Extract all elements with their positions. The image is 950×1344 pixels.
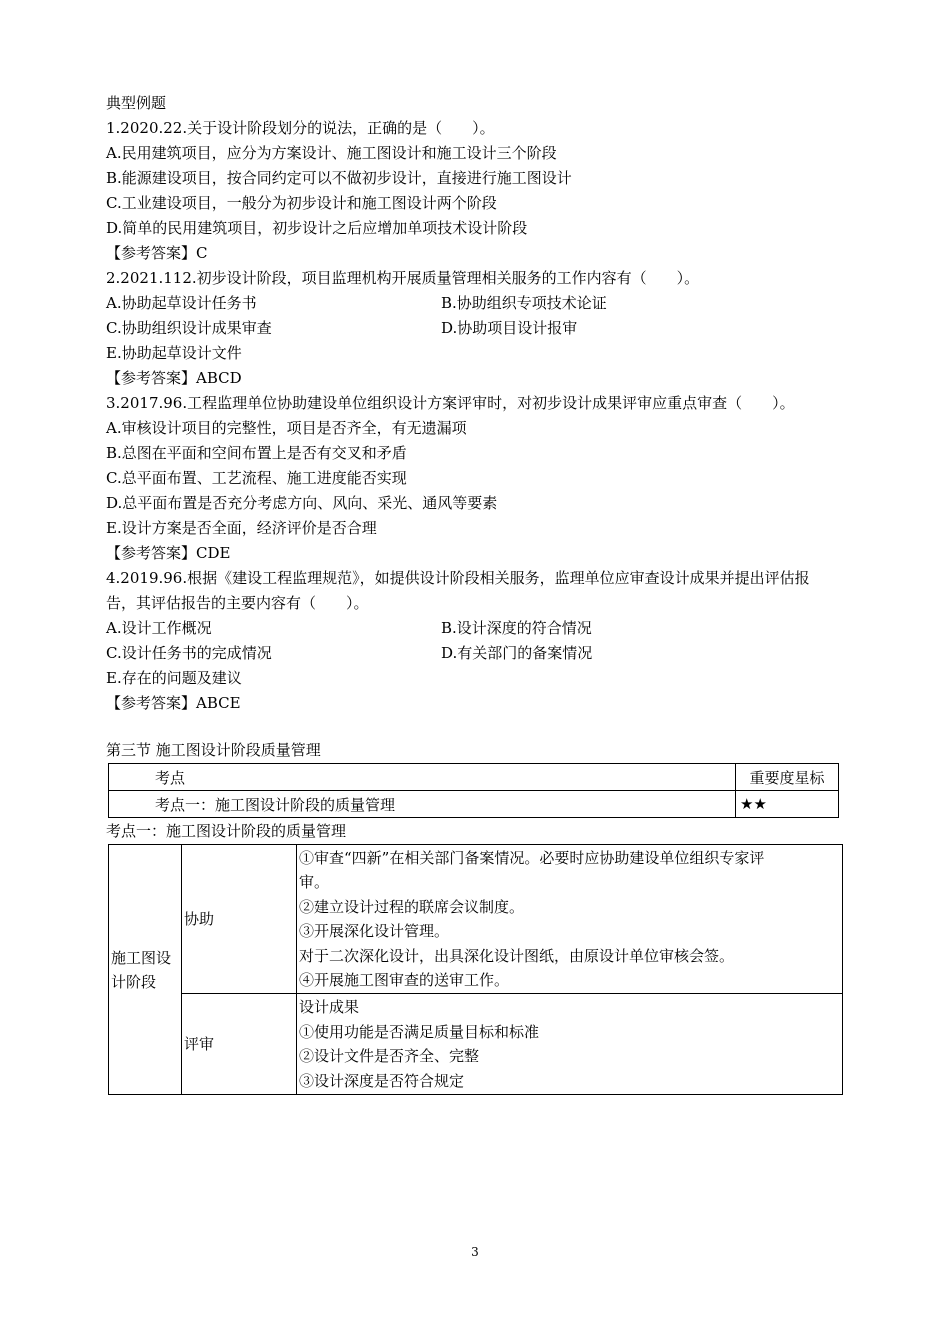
q2-option-b: B.协助组织专项技术论证 [441,294,607,312]
row-assist [109,845,843,994]
q3-answer: 【参考答案】CDE [106,544,231,562]
q3-option-b: B.总图在平面和空间布置上是否有交叉和矛盾 [106,444,407,462]
assist-line-6: ④开展施工图审查的送审工作。 [299,971,510,989]
row-review [109,994,843,1095]
q3-stem: 3.2017.96.工程监理单位协助建设单位组织设计方案评审时，对初步设计成果评审应重点审查（ ）。 [106,394,795,412]
assist-line-2: 审。 [299,873,330,891]
key-point-table-header [109,764,839,791]
q4-option-d: D.有关部门的备案情况 [441,644,593,662]
page-number: 3 [471,1245,479,1259]
q2-option-e: E.协助起草设计文件 [106,344,242,362]
key-point-name: 考点一：施工图设计阶段的质量管理 [109,791,736,818]
key-point-table-row [109,791,839,818]
assist-content [297,845,843,994]
key-point-table [108,763,839,818]
q1-stem: 1.2020.22.关于设计阶段划分的说法，正确的是（ ）。 [106,119,495,137]
review-line-2: ①使用功能是否满足质量目标和标准 [299,1022,540,1041]
assist-line-3: ②建立设计过程的联席会议制度。 [299,897,525,916]
review-label: 评审 [182,994,297,1095]
assist-label: 协助 [182,845,297,994]
assist-line-1: ①审查“四新”在相关部门备案情况。必要时应协助建设单位组织专家评 [299,848,765,867]
q3-option-e: E.设计方案是否全面，经济评价是否合理 [106,519,377,537]
q4-option-b: B.设计深度的符合情况 [441,619,592,637]
assist-line-5: 对于二次深化设计，出具深化设计图纸，由原设计单位审核会签。 [299,946,735,965]
q3-option-a: A.审核设计项目的完整性，项目是否齐全，有无遗漏项 [106,419,467,437]
q4-answer: 【参考答案】ABCE [106,694,241,712]
q1-option-d: D.简单的民用建筑项目，初步设计之后应增加单项技术设计阶段 [106,219,528,237]
q1-option-b: B.能源建设项目，按合同约定可以不做初步设计，直接进行施工图设计 [106,169,572,187]
review-content [297,994,843,1095]
assist-line-4: ③开展深化设计管理。 [299,922,450,940]
q1-answer: 【参考答案】C [106,244,208,262]
q4-option-c: C.设计任务书的完成情况 [106,644,272,662]
key-point-subtitle: 考点一：施工图设计阶段的质量管理 [106,822,347,840]
q4-stem-line2: 告，其评估报告的主要内容有（ ）。 [106,594,369,612]
q1-option-a: A.民用建筑项目，应分为方案设计、施工图设计和施工设计三个阶段 [106,144,557,162]
review-line-1: 设计成果 [299,998,360,1016]
q3-option-c: C.总平面布置、工艺流程、施工进度能否实现 [106,469,407,487]
q1-option-c: C.工业建设项目，一般分为初步设计和施工图设计两个阶段 [106,194,497,212]
q3-option-d: D.总平面布置是否充分考虑方向、风向、采光、通风等要素 [106,494,498,512]
q4-option-a: A.设计工作概况 [106,619,212,637]
section-title: 第三节 施工图设计阶段质量管理 [106,741,321,759]
importance-stars: ★★ [736,791,839,818]
review-line-4: ③设计深度是否符合规定 [299,1071,465,1090]
review-line-3: ②设计文件是否齐全、完整 [299,1047,480,1065]
q2-answer: 【参考答案】ABCD [106,369,242,387]
construction-drawing-table [108,844,843,1095]
q2-stem: 2.2021.112.初步设计阶段，项目监理机构开展质量管理相关服务的工作内容有（ ）。 [106,269,700,287]
q2-option-a: A.协助起草设计任务书 [106,294,257,312]
q2-option-d: D.协助项目设计报审 [441,319,578,337]
q2-option-c: C.协助组织设计成果审查 [106,319,272,337]
q4-stem-line1: 4.2019.96.根据《建设工程监理规范》，如提供设计阶段相关服务，监理单位应审查设计成果并提出评估报 [106,569,810,587]
q4-option-e: E.存在的问题及建议 [106,669,242,687]
header-key-point: 考点 [109,764,736,791]
stage-cell: 施工图设计阶段 [109,845,182,1095]
heading: 典型例题 [106,94,167,112]
header-importance: 重要度星标 [736,764,839,791]
